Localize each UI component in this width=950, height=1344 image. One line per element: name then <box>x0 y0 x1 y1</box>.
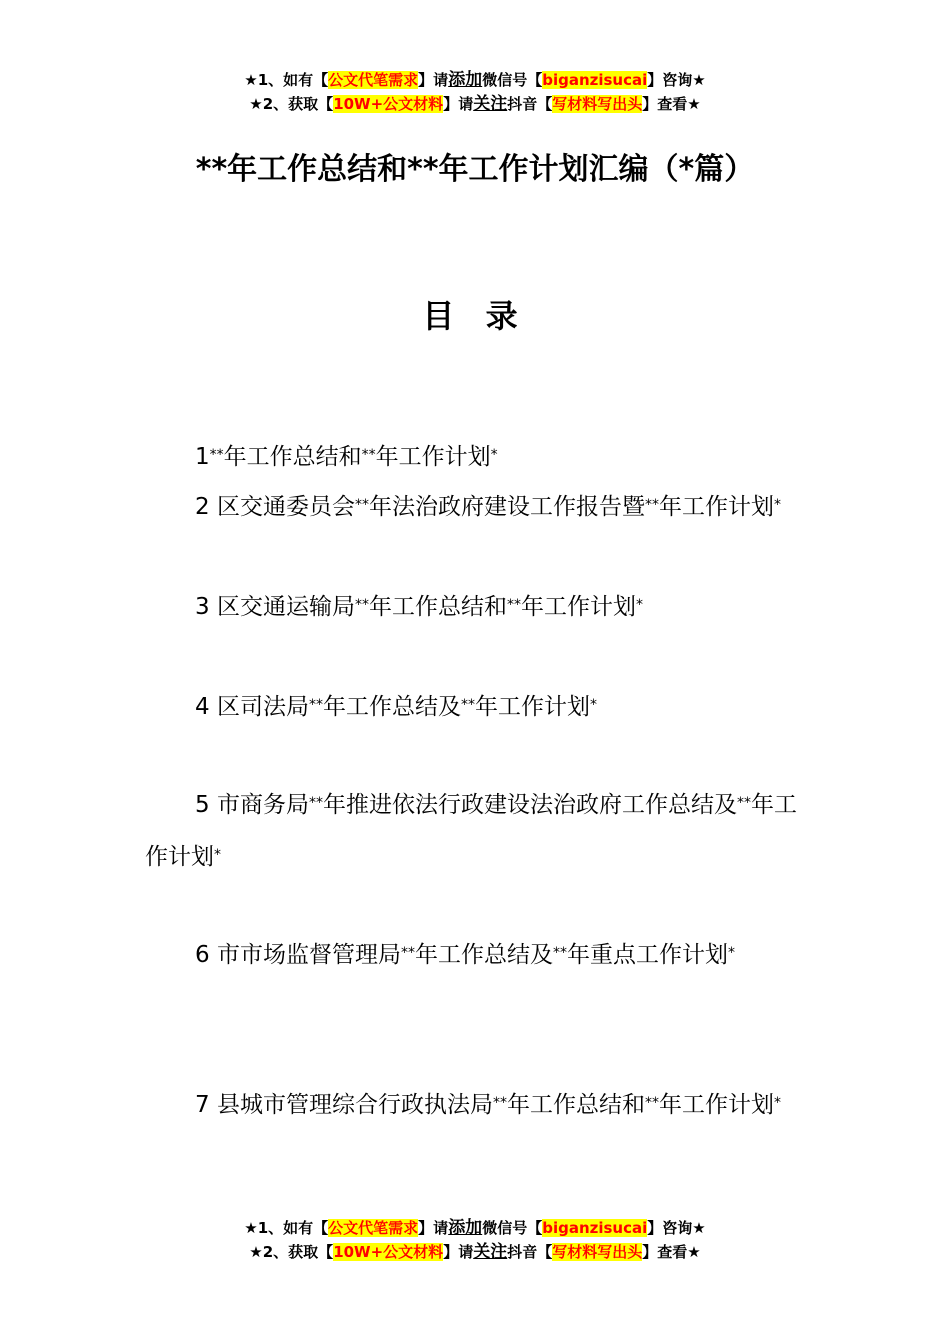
toc-text: 年工作 <box>658 1092 728 1118</box>
promo-text: 】请 <box>443 1243 474 1261</box>
toc-text: 年工作计划 <box>375 444 491 470</box>
promo-highlight-service: 公文代笔需求 <box>328 1219 419 1237</box>
promo-underline: 关注 <box>473 94 508 114</box>
toc-num: 4 <box>195 694 210 720</box>
promo-text: ★1、如有【 <box>244 1219 329 1237</box>
toc-num: 2 <box>195 494 210 520</box>
toc-text: 年工作总结及 <box>322 694 461 720</box>
promo-highlight-service: 公文代笔需求 <box>328 71 419 89</box>
toc-text: 年工作总结和 <box>506 1092 645 1118</box>
toc-item-5: 5 市商务局**年推进依法行政建设法治政府工作总结及**年工作计划* <box>145 792 797 870</box>
promo-highlight-wechat: biganzisucai <box>542 71 648 89</box>
promo-line-1 <box>0 1216 950 1240</box>
promo-line-2 <box>0 1240 950 1264</box>
toc-text: 区交通运输局 <box>216 594 355 620</box>
promo-highlight-materials: 10W+公文材料 <box>333 1243 444 1261</box>
toc-item-7: 7 县城市管理综合行政执法局**年工作总结和**年工作计划* <box>195 1092 781 1118</box>
promo-text: ★1、如有【 <box>244 71 329 89</box>
toc-item-3: 3 区交通运输局**年工作总结和**年工作计划* <box>195 594 643 620</box>
toc-text: 年工作总结和 <box>223 444 362 470</box>
promo-underline: 添加 <box>448 70 483 90</box>
promo-text: 】咨询★ <box>647 71 706 89</box>
promo-highlight-douyin: 写材料写出头 <box>552 95 643 113</box>
promo-underline: 关注 <box>473 1242 508 1262</box>
promo-text: 微信号【 <box>482 71 543 89</box>
toc-item-2: 2 区交通委员会**年法治政府建设工作报告暨**年工作计划* <box>195 494 781 520</box>
promo-text: 抖音【 <box>507 1243 553 1261</box>
promo-text: ★2、获取【 <box>249 1243 334 1261</box>
promo-text: 抖音【 <box>507 95 553 113</box>
toc-num: 3 <box>195 594 210 620</box>
toc-text: 区司法局 <box>216 694 309 720</box>
promo-line-1 <box>0 68 950 92</box>
toc-num: 6 <box>195 942 210 968</box>
promo-highlight-materials: 10W+公文材料 <box>333 95 444 113</box>
toc-text: 年工作计划 <box>520 594 636 620</box>
toc-text: 市市场监督管理局 <box>216 942 401 968</box>
toc-num: 5 <box>195 792 210 818</box>
toc-text: 市商务局 <box>216 792 309 818</box>
toc-item-1: 1**年工作总结和**年工作计划* <box>195 444 498 470</box>
toc-item-4: 4 区司法局**年工作总结及**年工作计划* <box>195 694 597 720</box>
promo-line-2 <box>0 92 950 116</box>
toc-text: 年工作计划 <box>658 494 774 520</box>
toc-text: 年重点工作计划 <box>566 942 728 968</box>
promo-underline: 添加 <box>448 1218 483 1238</box>
promo-text: 】请 <box>418 71 449 89</box>
promo-text: ★2、获取【 <box>249 95 334 113</box>
toc-text: 年工作计划 <box>474 694 590 720</box>
promo-text: 】请 <box>418 1219 449 1237</box>
toc-num: 1 <box>195 444 210 470</box>
toc-heading: 目 录 <box>422 297 528 335</box>
promo-highlight-wechat: biganzisucai <box>542 1219 648 1237</box>
toc-item-6: 6 市市场监督管理局**年工作总结及**年重点工作计划* <box>195 942 735 968</box>
toc-text: 县城市管理综合行政执法局 <box>216 1092 493 1118</box>
promo-text: 】咨询★ <box>647 1219 706 1237</box>
toc-text: 计划 <box>727 1092 774 1118</box>
toc-text: 区交通委员会 <box>216 494 355 520</box>
promo-text: 】查看★ <box>642 1243 701 1261</box>
promo-header <box>0 68 950 116</box>
document-title: **年工作总结和**年工作计划汇编（*篇） <box>195 152 755 187</box>
toc-text: 年工作计划 <box>145 792 797 870</box>
promo-text: 微信号【 <box>482 1219 543 1237</box>
toc-text: 年法治政府建设工作报告暨 <box>368 494 645 520</box>
toc-text: 年推进依法行政建设法治政府工作总结及 <box>322 792 737 818</box>
toc-text: 年工作总结及 <box>414 942 553 968</box>
toc-num: 7 <box>195 1092 210 1118</box>
promo-text: 】请 <box>443 95 474 113</box>
promo-footer <box>0 1216 950 1264</box>
promo-text: 】查看★ <box>642 95 701 113</box>
promo-highlight-douyin: 写材料写出头 <box>552 1243 643 1261</box>
toc-text: 年工作总结和 <box>368 594 507 620</box>
